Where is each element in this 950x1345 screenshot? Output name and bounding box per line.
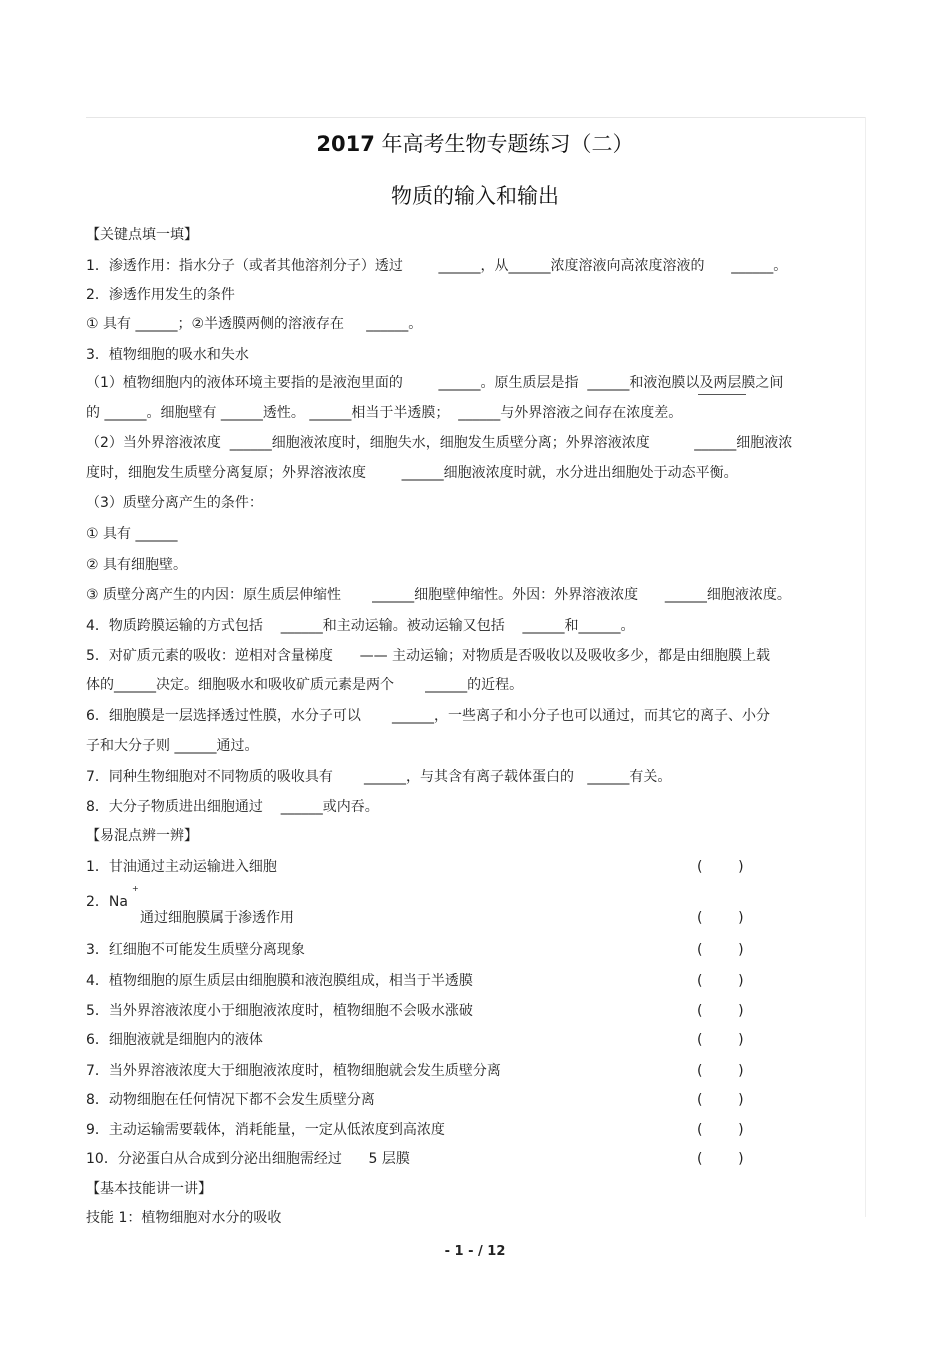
answer-parentheses[interactable]: ( ): [697, 1122, 744, 1138]
page-frame-top: [86, 117, 866, 118]
judge-item: 7．当外界溶液浓度大于细胞液浓度时，植物细胞就会发生质壁分离: [86, 1063, 501, 1079]
fill-line: 8．大分子物质进出细胞通过 ______或内吞。: [86, 799, 379, 815]
section-heading-basic-skills: 【基本技能讲一讲】: [86, 1181, 212, 1197]
skill-line: 技能 1：植物细胞对水分的吸收: [86, 1210, 282, 1226]
answer-parentheses[interactable]: ( ): [697, 1063, 744, 1079]
judge-item: 3．红细胞不可能发生质壁分离现象: [86, 942, 305, 958]
fill-line: ① 具有 ______: [86, 526, 178, 542]
section-heading-confusing-points: 【易混点辨一辨】: [86, 828, 198, 844]
fill-line: ① 具有 ______；②半透膜两侧的溶液存在 ______。: [86, 316, 423, 332]
judge-item-continuation: 通过细胞膜属于渗透作用: [140, 910, 294, 926]
answer-parentheses[interactable]: ( ): [697, 1092, 744, 1108]
answer-parentheses[interactable]: ( ): [697, 973, 744, 989]
fill-line: 体的______决定。细胞吸水和吸收矿质元素是两个 ______的近程。: [86, 677, 524, 693]
page-number: - 1 - / 12: [444, 1244, 506, 1259]
fill-line: 6．细胞膜是一层选择透过性膜，水分子可以 ______，一些离子和小分子也可以通过，而其它的离子、小分: [86, 708, 771, 724]
fill-line: （3）质壁分离产生的条件：: [86, 495, 263, 511]
page-frame-right: [865, 117, 866, 1217]
judge-item: 5．当外界溶液浓度小于细胞液浓度时，植物细胞不会吸水涨破: [86, 1003, 473, 1019]
fill-line: 2．渗透作用发生的条件: [86, 287, 235, 303]
fill-line: 3．植物细胞的吸水和失水: [86, 347, 249, 363]
answer-parentheses[interactable]: ( ): [697, 1151, 744, 1167]
judge-item: 6．细胞液就是细胞内的液体: [86, 1032, 263, 1048]
section-heading-key-points: 【关键点填一填】: [86, 227, 198, 243]
fill-line: 度时，细胞发生质壁分离复原；外界溶液浓度 ______细胞液浓度时就，水分进出细胞处于动态平衡。: [86, 465, 738, 481]
page-title: 2017 年高考生物专题练习（二）: [316, 132, 634, 156]
fill-line: 1．渗透作用：指水分子（或者其他溶剂分子）透过 ______，从______浓度溶液向高浓度溶液的 ______。: [86, 258, 788, 274]
judge-item: 8．动物细胞在任何情况下都不会发生质壁分离: [86, 1092, 375, 1108]
judge-item: 10．分泌蛋白从合成到分泌出细胞需经过 5 层膜: [86, 1151, 410, 1167]
fill-line: 7．同种生物细胞对不同物质的吸收具有 ______，与其含有离子载体蛋白的 ______有关。: [86, 769, 672, 785]
fill-line: 的 ______。细胞壁有 ______透性。 ______相当于半透膜； ______与外界溶液之间存在浓度差。: [86, 405, 683, 421]
fill-line: ③ 质壁分离产生的内因：原生质层伸缩性 ______细胞壁伸缩性。外因：外界溶液浓度 ______细胞液浓度。: [86, 587, 791, 603]
fill-line: （2）当外界溶液浓度 ______细胞液浓度时，细胞失水，细胞发生质壁分离；外界溶液浓度 ______细胞液浓: [86, 435, 793, 451]
underline-mark: [698, 394, 746, 395]
fill-line: 5．对矿质元素的吸收：逆相对含量梯度 —— 主动运输；对物质是否吸收以及吸收多少，都是由细胞膜上载: [86, 648, 771, 664]
answer-parentheses[interactable]: ( ): [697, 1032, 744, 1048]
page-subtitle: 物质的输入和输出: [391, 184, 559, 208]
answer-parentheses[interactable]: ( ): [697, 910, 744, 926]
answer-parentheses[interactable]: ( ): [697, 1003, 744, 1019]
judge-item: 2．Na: [86, 894, 128, 910]
fill-line: （1）植物细胞内的液体环境主要指的是液泡里面的 ______。原生质层是指 ______和液泡膜以及两层膜之间: [86, 375, 784, 391]
judge-item: 1．甘油通过主动运输进入细胞: [86, 859, 277, 875]
superscript-plus: +: [132, 884, 139, 893]
fill-line: ② 具有细胞壁。: [86, 557, 188, 573]
fill-line: 子和大分子则 ______通过。: [86, 738, 259, 754]
judge-item: 9．主动运输需要载体，消耗能量，一定从低浓度到高浓度: [86, 1122, 445, 1138]
answer-parentheses[interactable]: ( ): [697, 942, 744, 958]
answer-parentheses[interactable]: ( ): [697, 859, 744, 875]
fill-line: 4．物质跨膜运输的方式包括 ______和主动运输。被动运输又包括 ______和______。: [86, 618, 635, 634]
judge-item: 4．植物细胞的原生质层由细胞膜和液泡膜组成，相当于半透膜: [86, 973, 473, 989]
